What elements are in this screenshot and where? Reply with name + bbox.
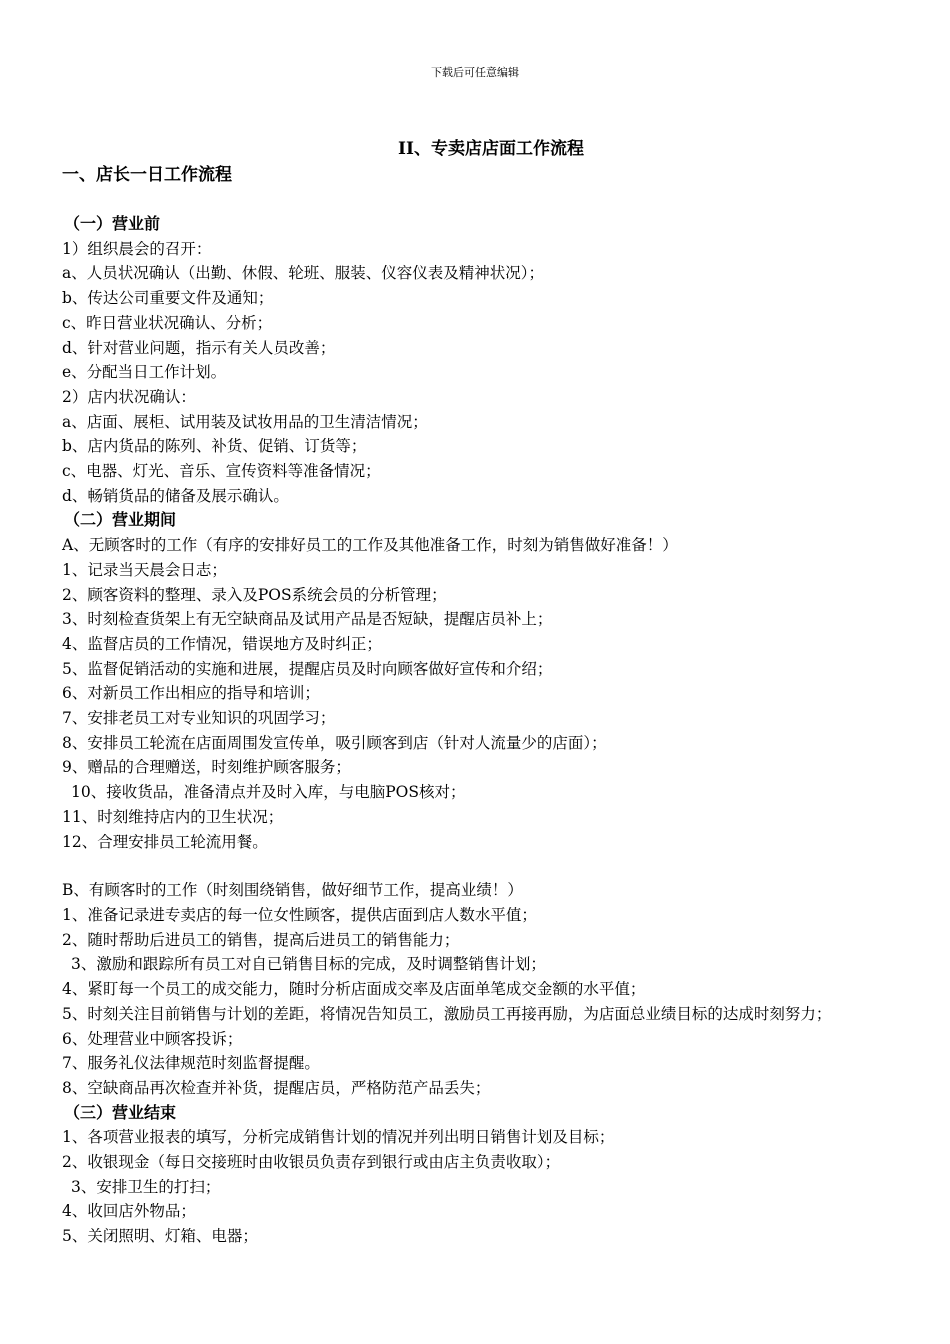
text-line: 6、处理营业中顾客投诉； bbox=[62, 1029, 243, 1048]
document-title: II、专卖店店面工作流程 bbox=[398, 139, 584, 159]
text-line: 1、各项营业报表的填写，分析完成销售计划的情况并列出明日销售计划及目标； bbox=[62, 1128, 615, 1147]
spacer bbox=[62, 188, 902, 212]
text-line: 12、合理安排员工轮流用餐。 bbox=[62, 832, 268, 851]
text-line: 8、空缺商品再次检查并补货，提醒店员，严格防范产品丢失； bbox=[62, 1078, 491, 1097]
text-line: d、针对营业问题，指示有关人员改善； bbox=[62, 338, 336, 357]
text-line: 2、收银现金（每日交接班时由收银员负责存到银行或由店主负责收取）； bbox=[62, 1153, 561, 1172]
subsection-heading-during-business: （二）营业期间 bbox=[64, 510, 177, 530]
text-line: 8、安排员工轮流在店面周围发宣传单，吸引顾客到店（针对人流量少的店面）； bbox=[62, 733, 607, 752]
text-line: c、电器、灯光、音乐、宣传资料等准备情况； bbox=[62, 462, 381, 481]
document-body bbox=[62, 136, 902, 1249]
text-line: e、分配当日工作计划。 bbox=[62, 363, 227, 382]
text-line: 3、安排卫生的打扫； bbox=[71, 1177, 221, 1196]
text-line: B、有顾客时的工作（时刻围绕销售，做好细节工作，提高业绩！） bbox=[62, 881, 523, 900]
spacer bbox=[62, 854, 902, 878]
text-line: 2）店内状况确认： bbox=[62, 387, 196, 406]
text-line: a、人员状况确认（出勤、休假、轮班、服装、仪容仪表及精神状况）； bbox=[62, 264, 544, 283]
text-line: 2、随时帮助后进员工的销售，提高后进员工的销售能力； bbox=[62, 930, 460, 949]
text-line: 10、接收货品，准备清点并及时入库，与电脑POS核对； bbox=[71, 783, 466, 802]
text-line: b、店内货品的陈列、补货、促销、订货等； bbox=[62, 437, 367, 456]
section-heading: 一、店长一日工作流程 bbox=[62, 165, 232, 185]
subsection-heading-closing: （三）营业结束 bbox=[64, 1102, 177, 1122]
text-line: 1、记录当天晨会日志； bbox=[62, 560, 227, 579]
text-line: 4、紧盯每一个员工的成交能力，随时分析店面成交率及店面单笔成交金额的水平值； bbox=[62, 980, 646, 999]
text-line: d、畅销货品的储备及展示确认。 bbox=[62, 486, 289, 505]
text-line: 7、安排老员工对专业知识的巩固学习； bbox=[62, 709, 336, 728]
text-line: A、无顾客时的工作（有序的安排好员工的工作及其他准备工作，时刻为销售做好准备！） bbox=[62, 536, 678, 555]
text-line: 5、监督促销活动的实施和进展，提醒店员及时向顾客做好宣传和介绍； bbox=[62, 659, 553, 678]
text-line: 4、监督店员的工作情况，错误地方及时纠正； bbox=[62, 634, 382, 653]
text-line: 11、时刻维持店内的卫生状况； bbox=[62, 807, 284, 826]
text-line: c、昨日营业状况确认、分析； bbox=[62, 313, 273, 332]
text-line: 4、收回店外物品； bbox=[62, 1202, 196, 1221]
text-line: a、店面、展柜、试用装及试妆用品的卫生清洁情况； bbox=[62, 412, 428, 431]
page-header-note: 下载后可任意编辑 bbox=[431, 66, 519, 79]
text-line: 5、时刻关注目前销售与计划的差距，将情况告知员工，激励员工再接再励，为店面总业绩目标的达成时刻努力； bbox=[62, 1004, 832, 1023]
text-line: 5、关闭照明、灯箱、电器； bbox=[62, 1227, 258, 1246]
text-line: 6、对新员工作出相应的指导和培训； bbox=[62, 684, 320, 703]
text-line: 2、顾客资料的整理、录入及POS系统会员的分析管理； bbox=[62, 585, 447, 604]
text-line: 7、服务礼仪法律规范时刻监督提醒。 bbox=[62, 1054, 320, 1073]
text-line: 3、激励和跟踪所有员工对自已销售目标的完成，及时调整销售计划； bbox=[71, 955, 546, 974]
text-line: 1）组织晨会的召开： bbox=[62, 239, 212, 258]
text-line: 3、时刻检查货架上有无空缺商品及试用产品是否短缺，提醒店员补上； bbox=[62, 610, 553, 629]
text-line: 1、准备记录进专卖店的每一位女性顾客，提供店面到店人数水平值； bbox=[62, 905, 537, 924]
text-line: 9、赠品的合理赠送，时刻维护顾客服务； bbox=[62, 758, 351, 777]
text-line: b、传达公司重要文件及通知； bbox=[62, 289, 274, 308]
subsection-heading-before-business: （一）营业前 bbox=[64, 214, 161, 233]
